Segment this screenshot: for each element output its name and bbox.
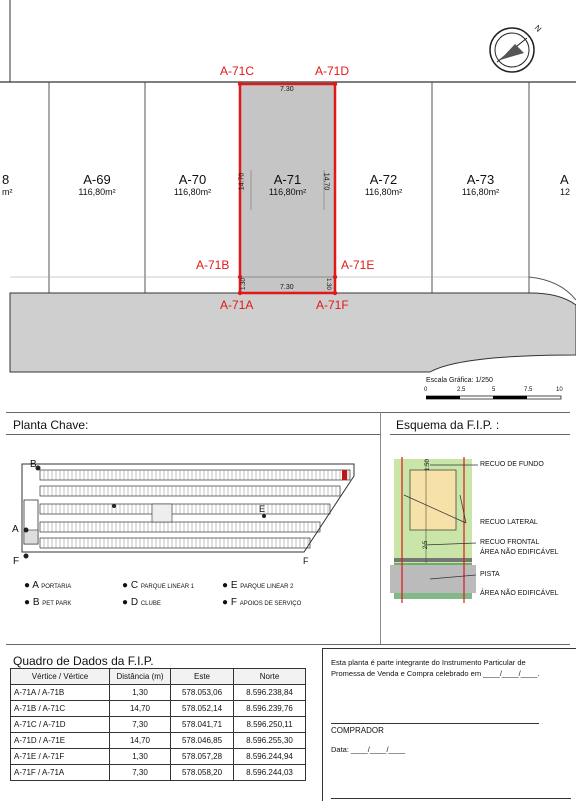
key-map xyxy=(14,456,374,568)
table-cell: 8.596.244,03 xyxy=(234,765,306,781)
scale-tick: 5 xyxy=(492,387,496,393)
table-row xyxy=(11,765,306,781)
fip-schema xyxy=(390,455,576,605)
lot-label: A-69 116,80m² xyxy=(78,172,116,197)
table-cell: 14,70 xyxy=(110,733,171,749)
table-cell: A-71E / A-71F xyxy=(11,749,110,765)
table-cell: 8.596.255,30 xyxy=(234,733,306,749)
divider xyxy=(6,434,380,435)
site-plan xyxy=(0,0,576,400)
dim-top: 7.30 xyxy=(280,86,294,93)
legend-item: ● B PET PARK xyxy=(24,597,72,608)
planta-chave-title: Planta Chave: xyxy=(13,418,89,432)
table-row xyxy=(11,685,306,701)
table-cell: 578.046,85 xyxy=(171,733,234,749)
dim-right: 14.70 xyxy=(322,172,330,191)
lot-label: A 12 xyxy=(560,172,571,197)
schema-label: RECUO FRONTAL xyxy=(480,539,540,546)
table-cell: 1,30 xyxy=(110,685,171,701)
schema-label: RECUO DE FUNDO xyxy=(480,461,544,468)
table-cell: 8.596.238,84 xyxy=(234,685,306,701)
divider xyxy=(6,644,570,645)
schema-label: ÁREA NÃO EDIFICÁVEL xyxy=(480,549,559,556)
schema-dim: 1.50 xyxy=(424,459,431,471)
col-header: Distância (m) xyxy=(110,669,171,685)
table-row xyxy=(11,717,306,733)
table-cell: 14,70 xyxy=(110,701,171,717)
col-header: Vértice / Vértice xyxy=(11,669,110,685)
divider xyxy=(390,434,570,435)
scale-tick: 2.5 xyxy=(457,387,466,393)
legend-item: ● E PARQUE LINEAR 2 xyxy=(222,580,294,591)
lot-label-highlighted: A-71 116,80m² xyxy=(268,172,307,197)
map-letter: F xyxy=(13,556,20,567)
contract-box xyxy=(322,648,576,801)
table-cell: 7,30 xyxy=(110,717,171,733)
table-cell: 1,30 xyxy=(110,749,171,765)
legend-item: ● C PARQUE LINEAR 1 xyxy=(122,580,195,591)
dim-recuo-left: 1.30 xyxy=(240,278,247,290)
legend-item: ● A PORTARIA xyxy=(24,580,72,591)
quadro-title: Quadro de Dados da F.I.P. xyxy=(13,654,154,668)
lot-label: A-72 116,80m² xyxy=(364,172,403,197)
table-cell: 578.058,20 xyxy=(171,765,234,781)
table-cell: A-71F / A-71A xyxy=(11,765,110,781)
vertex-label-f: A-71F xyxy=(316,298,349,312)
schema-label: ÁREA NÃO EDIFICÁVEL xyxy=(480,590,559,597)
esquema-title: Esquema da F.I.P. : xyxy=(396,418,500,432)
table-cell: A-71B / A-71C xyxy=(11,701,110,717)
map-letter: B xyxy=(30,459,37,470)
lot-label: A-70 116,80m² xyxy=(173,172,212,197)
table-cell: 8.596.239,76 xyxy=(234,701,306,717)
contract-text: Promessa de Venda e Compra celebrado em ____/____/____. xyxy=(331,669,540,678)
signature-line xyxy=(331,723,539,724)
scale-bar-graphic xyxy=(426,386,566,408)
scale-tick: 7.5 xyxy=(524,387,533,393)
legend-item: ● F APOIOS DE SERVIÇO xyxy=(222,597,302,608)
schema-dim: 2.5 xyxy=(423,540,430,550)
divider xyxy=(380,412,381,644)
table-cell: A-71A / A-71B xyxy=(11,685,110,701)
vertex-label-e: A-71E xyxy=(341,258,375,272)
vertex-label-a: A-71A xyxy=(220,298,254,312)
table-cell: 578.041,71 xyxy=(171,717,234,733)
table-cell: A-71C / A-71D xyxy=(11,717,110,733)
col-header: Norte xyxy=(234,669,306,685)
vertex-label-c: A-71C xyxy=(220,64,255,78)
dim-bottom: 7.30 xyxy=(280,284,294,291)
table-cell: 578.057,28 xyxy=(171,749,234,765)
table-cell: A-71D / A-71E xyxy=(11,733,110,749)
map-letter: A xyxy=(12,524,19,535)
col-header: Este xyxy=(171,669,234,685)
divider xyxy=(6,412,570,413)
scale-tick: 0 xyxy=(424,387,428,393)
dim-left: 14.70 xyxy=(238,172,246,191)
vertex-label-d: A-71D xyxy=(315,64,350,78)
scale-label: Escala Gráfica: 1/250 xyxy=(426,377,493,384)
table-cell: 578.052,14 xyxy=(171,701,234,717)
table-row xyxy=(11,749,306,765)
table-row xyxy=(11,733,306,749)
contract-text: Esta planta é parte integrante do Instrumento Particular de xyxy=(331,658,526,667)
schema-label: RECUO LATERAL xyxy=(480,519,538,526)
legend-item: ● D CLUBE xyxy=(122,597,161,608)
site-plan-drawing xyxy=(0,0,576,400)
dim-recuo-right: 1.30 xyxy=(324,278,331,290)
fip-data-table xyxy=(10,668,306,781)
comprador-label: COMPRADOR xyxy=(331,726,384,735)
scale-tick: 10 xyxy=(556,387,563,393)
map-letter: F xyxy=(303,556,309,566)
schema-label: PISTA xyxy=(480,571,500,578)
north-arrow-icon xyxy=(490,28,534,72)
table-cell: 8.596.250,11 xyxy=(234,717,306,733)
map-letter: E xyxy=(259,504,266,514)
table-header-row xyxy=(11,669,306,685)
vertex-label-b: A-71B xyxy=(196,258,230,272)
date-field: Data: ____/____/____ xyxy=(331,745,406,754)
north-label: N xyxy=(532,23,544,34)
table-row xyxy=(11,701,306,717)
signature-line xyxy=(331,798,571,799)
table-cell: 578.053,06 xyxy=(171,685,234,701)
lot-label: A-73 116,80m² xyxy=(461,172,500,197)
table-cell: 7,30 xyxy=(110,765,171,781)
lot-label: 8 m² xyxy=(2,172,13,197)
table-cell: 8.596.244,94 xyxy=(234,749,306,765)
